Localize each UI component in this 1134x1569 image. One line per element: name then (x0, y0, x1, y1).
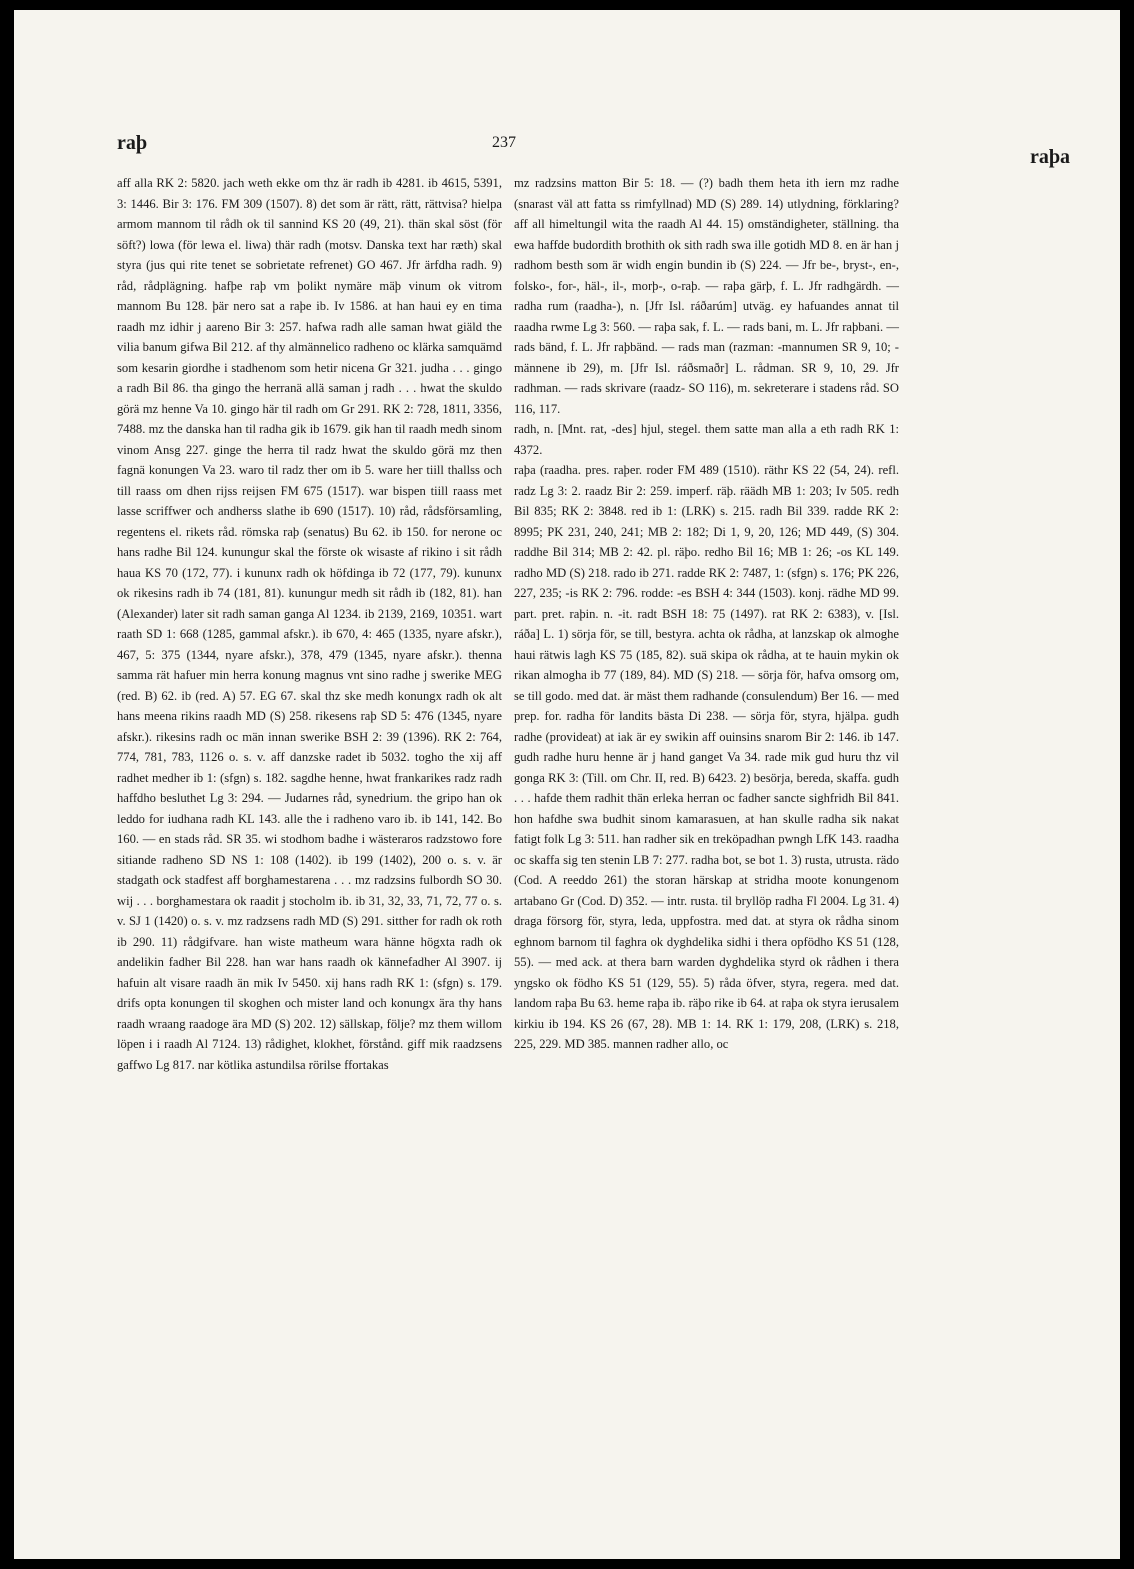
entry-text: mz radzsins matton Bir 5: 18. — (?) badh them heta ith iern mz radhe (snarast väl att fatta ss rimfyllnad) MD (S) 289. 14) utlydning, förklaring? aff all himeltungil wita the raadh Al 44. 15) omständigheter, ställning. tha ewa haffde budordith brothith ok sith radh swa ille gotidh MD 8. en är han j radhom besth som är widh engin bundin ib (S) 224. — Jfr be-, bryst-, en-, folsko-, for-, häl-, il-, morþ-, o-raþ. — raþa gärþ, f. L. Jfr radhgärdh. — radha rum (raadha-), n. [Jfr Isl. ráðarúm] utväg. ey hafuandes annat til raadha rwme Lg 3: 560. — raþa sak, f. L. — rads bani, m. L. Jfr raþbani. — rads bänd, f. L. Jfr raþbänd. — rads man (razman: -mannumen SR 9, 10; -männene ib 29), m. [Jfr Isl. ráðsmaðr] L. rådman. SR 9, 10, 29. Jfr radhman. — rads skrivare (raadz- SO 116), m. sekreterare i stadens råd. SO 116, 117. (514, 176, 899, 416)
entry-text: raþa (raadha. pres. raþer. roder FM 489 (1510). räthr KS 22 (54, 24). refl. radz Lg 3: 2. raadz Bir 2: 259. imperf. räþ. räädh MB 1: 203; Iv 505. redh Bil 835; RK 2: 3848. red ib 1: (LRK) s. 215. radh Bil 339. radde RK 2: 8995; PK 231, 240, 241; MB 2: 182; Di 1, 9, 20, 126; MD 449, (S) 304. raddhe Bil 314; MB 2: 42. pl. räþo. redho Bil 16; MB 1: 26; -os KL 149. radho MD (S) 218. rado ib 271. radde RK 2: 7487, 1: (sfgn) s. 176; PK 226, 227, 235; -is RK 2: 796. rodde: -es BSH 4: 344 (1503). konj. rädhe MD 99. part. pret. raþin. n. -it. radt BSH 18: 75 (1497). rat RK 2: 6383), v. [Isl. ráða] L. 1) sörja för, se till, bestyra. achta ok rådha, at lanzskap ok almoghe haui rätwis lagh KS 75 (185, 82). suä skipa ok rådha, at te hauin mykin ok rikan almogha ib 77 (189, 84). MD (S) 218. — sörja för, hafva omsorg om, se till godo. med dat. är mäst them radhande (consulendum) Ber 16. — med prep. for. radha för landits bästa Di 238. — sörja för, styra, hjälpa. gudh radhe (provideat) at iak är ey swikin aff ouinsins snarom Bir 2: 146. ib 147. gudh radhe huru henne är j hand ganget Va 34. rade mik gud huru thz vil gonga RK 3: (Till. om Chr. II, red. B) 6423. 2) besörja, bereda, skaffa. gudh . . . hafde them radhit thän erleka herran oc fadher sancte sighfridh Bil 841. hon hafdhe swa budhit sinom kamarasuen, at han skulle radha sik nakat fatigt folk Lg 3: 511. han radher sik en treköpadhan pwngh LfK 143. raadha oc skaffa sig ten stenin LB 7: 277. radha bot, se bot 1. 3) rusta, utrusta. rädo (Cod. A reeddo 261) the storan härskap at stridha moote konungenom artabano Gr (Cod. D) 352. — intr. rusta. til bryllöp radha Fl 2004. Lg 31. 4) draga försorg för, styra, leda, uppfostra. med dat. at styra ok rådha sinom eghnom barnom til faghra ok dyghdelika sidhi i thera opfödho KS 51 (128, 55). — med ack. at thera barn warden dyghdelika styrd ok rådhen i thera yngsko ok födho KS 51 (129, 55). 5) råda öfver, styra, regera. med dat. landom raþa Bu 63. heme raþa ib. räþo rike ib 64. at raþa ok styra ierusalem kirkiu ib 194. KS 26 (67, 28). MB 1: 14. RK 1: 179, 208, (LRK) s. 218, 225, 229. MD 385. mannen radher allo, oc (514, 463, 899, 1051)
right-running-head: raþa (1030, 146, 1070, 168)
entry-text: radh, n. [Mnt. rat, -des] hjul, stegel. them satte man alla a eth radh RK 1: 4372. (514, 422, 899, 457)
dictionary-page (14, 10, 1120, 1559)
entry-text: aff alla RK 2: 5820. jach weth ekke om thz är radh ib 4281. ib 4615, 5391, 3: 1446. Bir 3: 176. FM 309 (1507). 8) det som är rätt, rätt, rättvisa? hielpa armom mannom til rådh ok til sannind KS 20 (49, 21). thän skal söst (för söft?) lowa (för lewa el. liwa) thär radh (motsv. Danska text har ræth) skal styra (jus qui rite tenet se sobrietate refrenet) GO 467. Jfr ärfdha radh. 9) råd, rådplägning. hafþe raþ vm þolikt nymäre mäþ vinum ok vitrom mannom Bu 128. þär nero sat a raþe ib. Iv 1586. at han haui ey en tima raadh mz idhir j aareno Bir 3: 257. hafwa radh alle saman hwat giäld the vilia banum gifwa Bil 212. af thy almännelico radheno oc klärka samquämd som kesarin giordhe i stadhenom som hetir nicena Gr 321. judha . . . gingo a radh Bil 86. tha gingo the herranä allä saman j radh . . . hwat the skuldo görä mz henne Va 10. gingo här til radh om Gr 291. RK 2: 728, 1811, 3356, 7488. mz the danska han til radha gik ib 1679. gik han til raadh medh sinom vinom Ansg 227. ginge the herra til radz hwat the skuldo görä mz then fagnä konungen Va 23. waro til radz ther om ib 5. ware her tiill thallss och till raass om dhen rijss reijsen FM 675 (1517). war bispen tiill raass met lasse scriffwer och andherss slathe ib 690 (1517). 10) råd, rådsförsamling, regentens el. rikets råd. römska raþ (senatus) Bu 62. ib 150. for nerone oc hans radhe Bil 124. kunungur skal the förste ok wisaste af rikino i sit rådh haua KS 70 (172, 77). i kununx radh ok höfdinga ib 72 (177, 79). kununx ok rikesins radh ib 74 (181, 81). kunungur medh sit rådh ib (182, 81). han (Alexander) later sit radh saman ganga Al 1234. ib 2139, 2169, 10351. wart raath SD 1: 668 (1285, gammal afskr.). ib 670, 4: 465 (1335, nyare afskr.), 467, 5: 375 (1344, nyare afskr.), 378, 479 (1345, nyare afskr.). thenna samma rät hafuer min herra konung magnus vnt sino radhe j swerike MEG (red. B) 62. ib (red. A) 57. EG 67. skal thz ske medh konungx radh ok alt hans meena rikins raadh MD (S) 258. rikesens raþ SD 5: 476 (1345, nyare afskr.). rikesins radh oc män innan swerike BSH 2: 39 (1396). RK 2: 764, 774, 781, 783, 1126 o. s. v. aff danzske radet ib 5032. togho the xij aff radhet medher ib 1: (sfgn) s. 182. sagdhe henne, hwat frankarikes radz radh haffdho besluthet Lg 3: 294. — Judarnes råd, synedrium. the gripo han ok leddo for iudhana radh KL 143. alle the i radheno varo ib. ib 141, 142. Bo 160. — en stads råd. SR 35. wi stodhom badhe i wästeraros radzstowo fore sitiande radheno SD NS 1: 108 (1402). ib 199 (1402), 200 o. s. v. är stadgath ock stadfest aff borghamestarena . . . mz radzsins fulbordh SO 30. wij . . . borghamestara ok raadit j stocholm ib. ib 31, 32, 33, 71, 72, 77 o. s. v. SJ 1 (1420) o. s. v. mz radzsens radh MD (S) 291. sitther for radh ok roth ib 290. 11) rådgifvare. han wiste matheum wara hänne högxta radh ok andelikin fadher Bil 228. han war hans raadh ok kännefadher Al 3907. ij hafuin alt visare raadh än mik Iv 5450. xij hans radh RK 1: (sfgn) s. 179. drifs opta konungen til skoghen och mister land och konungx ära thy hans raadh wraang raadoge ära MD (S) 202. 12) sällskap, följe? mz them willom löpen i i raadh Al 7124. 13) rådighet, klokhet, förstånd. giff mik raadzsens gaffwo Lg 817. nar kötlika astundilsa rörilse ffortakas (117, 176, 502, 1072)
left-column (117, 173, 502, 1075)
page-number: 237 (492, 134, 516, 151)
right-column (514, 173, 899, 1055)
page-header (14, 128, 1120, 168)
left-running-head: raþ (117, 132, 147, 154)
